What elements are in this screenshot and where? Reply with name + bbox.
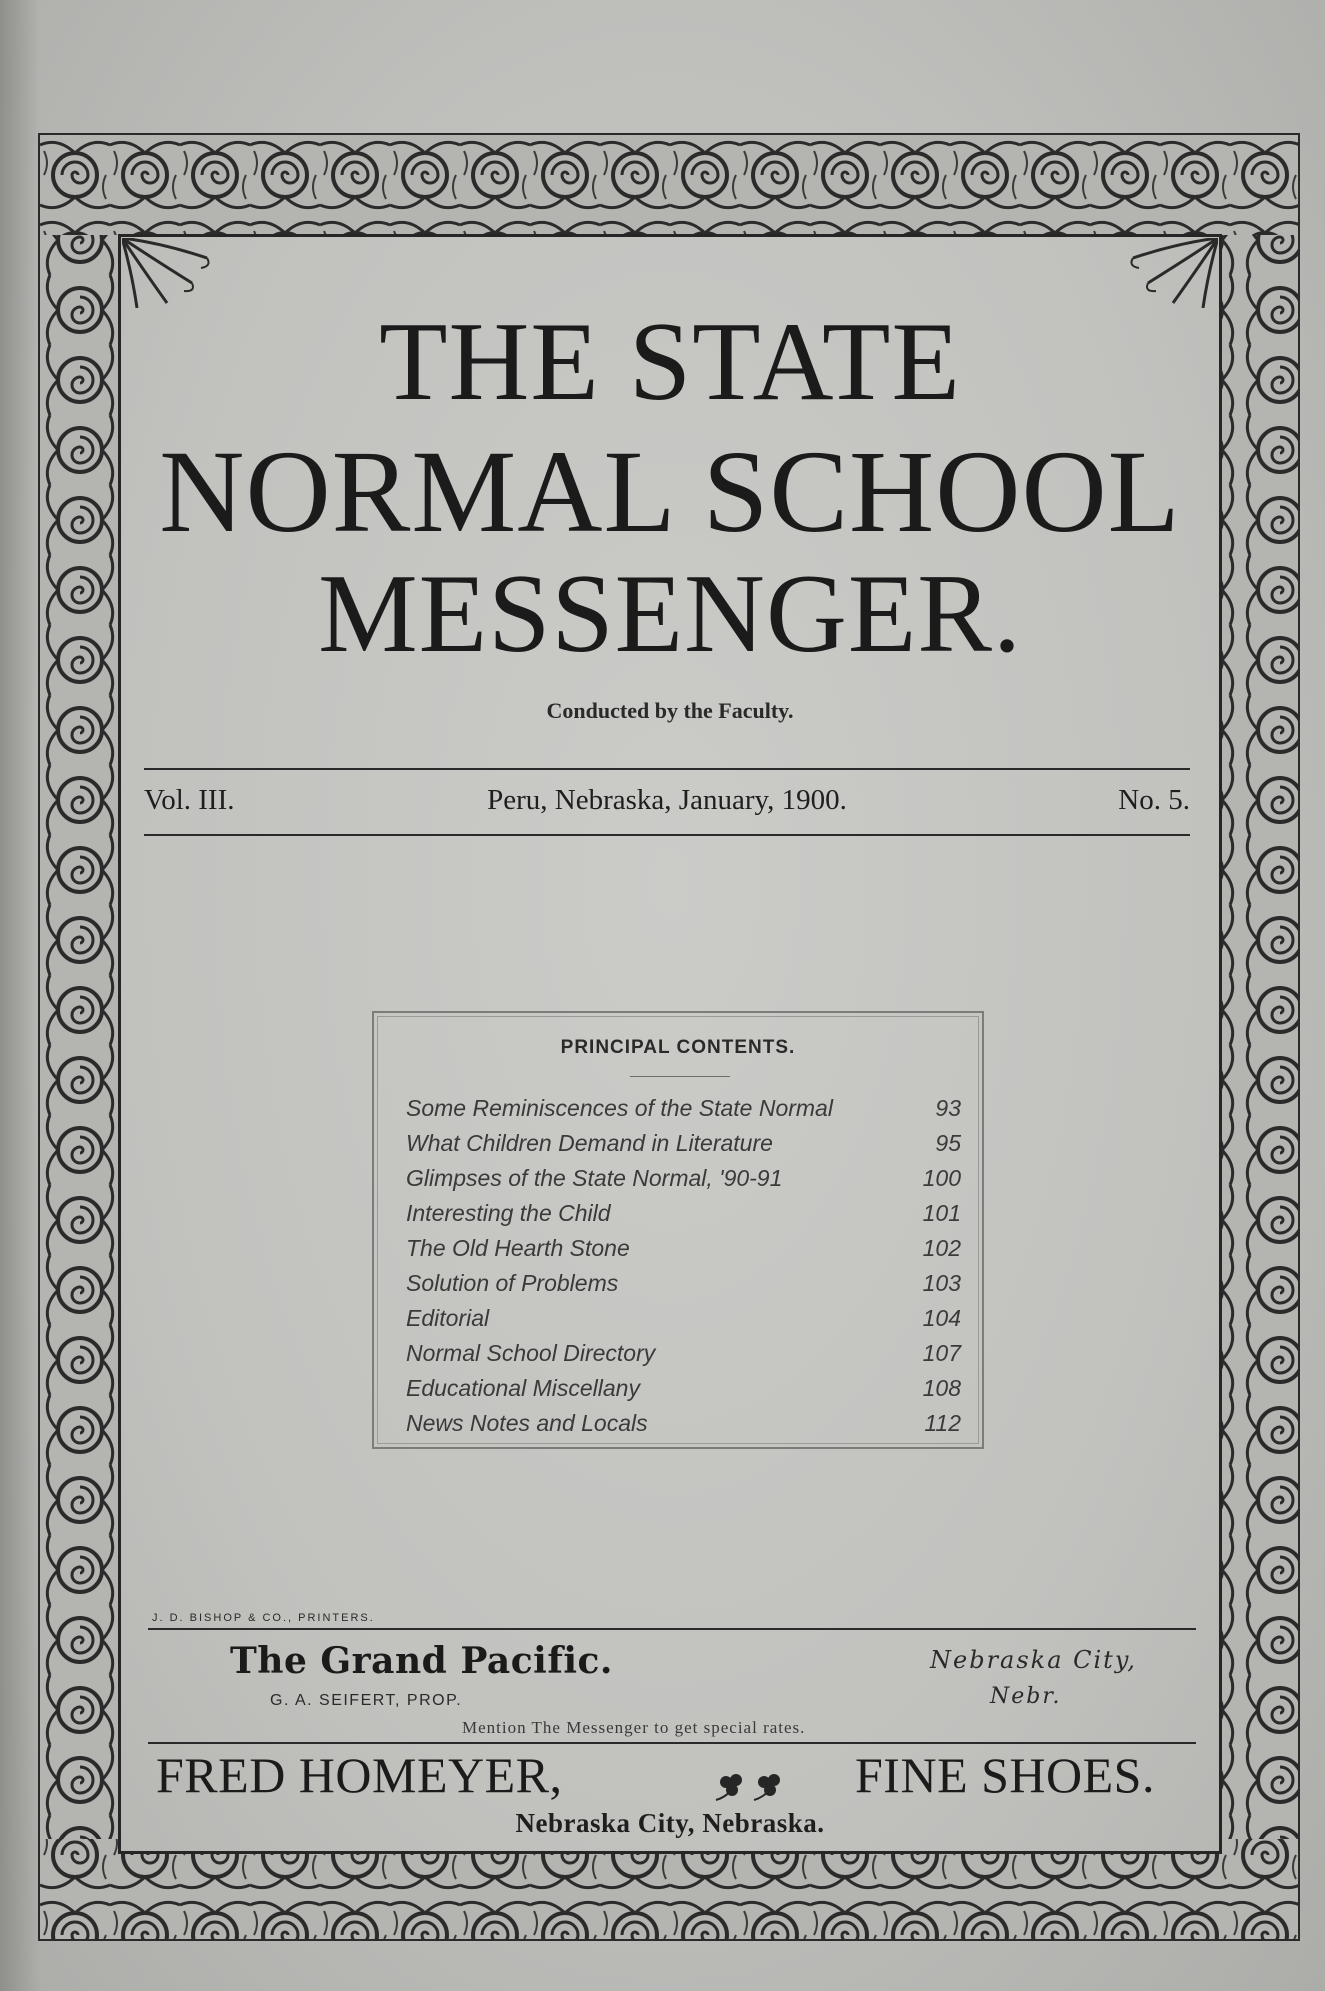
ad-top-rule bbox=[148, 1628, 1196, 1630]
contents-heading: PRINCIPAL CONTENTS. bbox=[560, 1037, 796, 1058]
contents-entry-page: 102 bbox=[922, 1235, 961, 1261]
printers-credit: J. D. BISHOP & CO., PRINTERS. bbox=[152, 1612, 375, 1624]
clover-ornament-icon bbox=[712, 1770, 792, 1804]
principal-contents-box bbox=[372, 1011, 984, 1449]
contents-entry-page: 108 bbox=[922, 1375, 961, 1401]
contents-entry-page: 103 bbox=[922, 1270, 961, 1296]
contents-entry-page: 112 bbox=[924, 1410, 961, 1436]
contents-entry-title: Editorial bbox=[406, 1305, 490, 1331]
contents-entry-title: Interesting the Child bbox=[406, 1200, 611, 1226]
contents-entry-title: Normal School Directory bbox=[406, 1340, 656, 1366]
title-line-1: THE STATE bbox=[379, 300, 961, 424]
contents-entry-page: 95 bbox=[935, 1130, 961, 1156]
contents-entry bbox=[406, 1406, 961, 1441]
contents-entry-page: 101 bbox=[922, 1200, 961, 1226]
homeyer-product: FINE SHOES. bbox=[855, 1747, 1155, 1803]
title-line-2: NORMAL SCHOOL bbox=[159, 426, 1181, 557]
contents-entry-page: 104 bbox=[922, 1305, 961, 1331]
contents-entry bbox=[406, 1301, 961, 1336]
grand-pacific-state: Nebr. bbox=[990, 1684, 1062, 1709]
contents-entry bbox=[406, 1231, 961, 1266]
page-edge-shadow bbox=[0, 0, 40, 1991]
contents-entry bbox=[406, 1336, 961, 1371]
contents-entry-title: The Old Hearth Stone bbox=[406, 1235, 630, 1261]
contents-entry-title: Glimpses of the State Normal, '90-91 bbox=[406, 1165, 783, 1191]
title-line-3: MESSENGER. bbox=[318, 552, 1022, 676]
volume-label: Vol. III. bbox=[144, 784, 235, 816]
contents-entry bbox=[406, 1371, 961, 1406]
contents-entry bbox=[406, 1091, 961, 1126]
contents-entry-title: News Notes and Locals bbox=[406, 1410, 648, 1436]
grand-pacific-proprietor: G. A. SEIFERT, PROP. bbox=[270, 1692, 463, 1709]
mention-note: Mention The Messenger to get special rates. bbox=[462, 1718, 806, 1737]
place-date-label: Peru, Nebraska, January, 1900. bbox=[487, 784, 847, 816]
contents-entry bbox=[406, 1196, 961, 1231]
dateline bbox=[144, 784, 1190, 824]
contents-entry bbox=[406, 1126, 961, 1161]
contents-entry-title: What Children Demand in Literature bbox=[406, 1130, 773, 1156]
conducted-by-line: Conducted by the Faculty. bbox=[546, 698, 794, 723]
dateline-bottom-rule bbox=[144, 834, 1190, 836]
contents-entry-title: Educational Miscellany bbox=[406, 1375, 640, 1401]
homeyer-address: Nebraska City, Nebraska. bbox=[515, 1808, 825, 1838]
contents-entry-page: 107 bbox=[922, 1340, 961, 1366]
grand-pacific-city: Nebraska City, bbox=[930, 1646, 1137, 1674]
contents-entry-title: Solution of Problems bbox=[406, 1270, 619, 1296]
contents-list bbox=[406, 1091, 961, 1441]
grand-pacific-name: The Grand Pacific. bbox=[230, 1640, 613, 1682]
dateline-top-rule bbox=[144, 768, 1190, 770]
homeyer-name: FRED HOMEYER, bbox=[156, 1747, 563, 1803]
contents-heading-rule bbox=[630, 1076, 730, 1077]
issue-number-label: No. 5. bbox=[1118, 784, 1190, 816]
contents-entry bbox=[406, 1161, 961, 1196]
contents-entry-page: 100 bbox=[922, 1165, 961, 1191]
contents-entry-title: Some Reminiscences of the State Normal bbox=[406, 1095, 833, 1121]
contents-entry-page: 93 bbox=[935, 1095, 961, 1121]
contents-entry bbox=[406, 1266, 961, 1301]
ad-middle-rule bbox=[148, 1742, 1196, 1744]
